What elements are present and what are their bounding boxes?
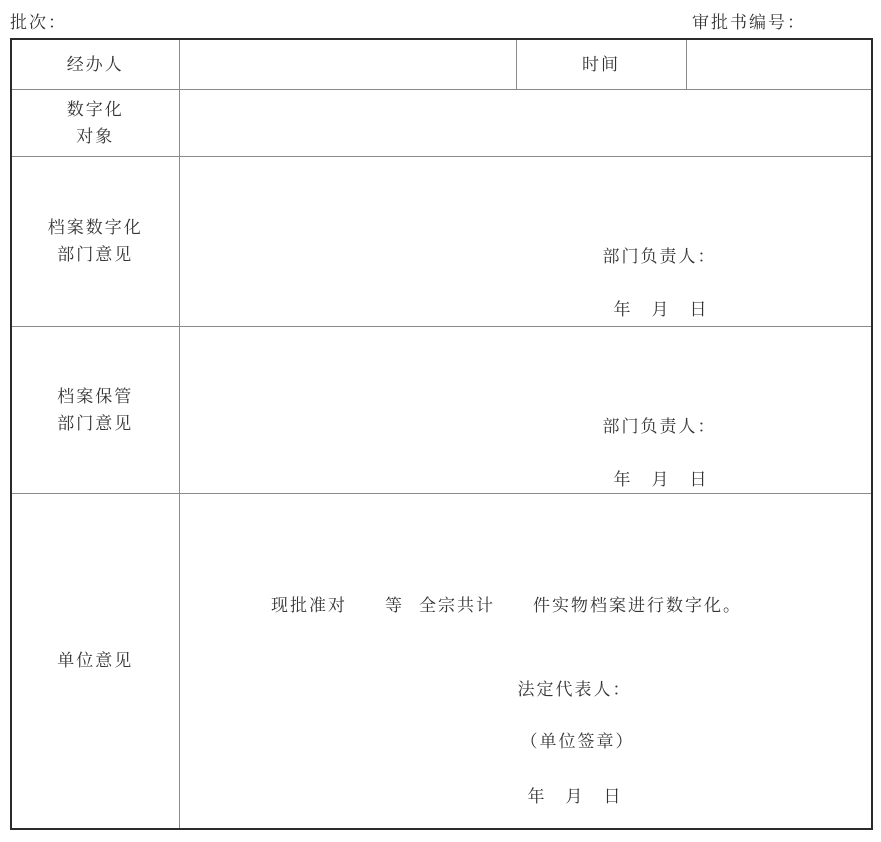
approval-number-label: 审批书编号： bbox=[692, 13, 806, 32]
digitization-object-label-line2: 对象 bbox=[76, 126, 115, 146]
digitization-dept-label-line2: 部门意见 bbox=[57, 245, 134, 264]
row-digitization-dept-opinion bbox=[11, 156, 872, 326]
unit-opinion-label: 单位意见 bbox=[57, 651, 134, 671]
digitization-object-label-cell bbox=[11, 89, 179, 156]
row-custody-dept-opinion bbox=[11, 326, 872, 493]
unit-opinion-cell bbox=[179, 493, 872, 829]
unit-seal-label: （单位签章） bbox=[520, 731, 635, 751]
approval-sentence-part2: 等 bbox=[385, 595, 404, 615]
digitization-dept-label-cell bbox=[11, 156, 179, 326]
legal-representative-label: 法定代表人： bbox=[517, 679, 632, 699]
digitization-object-label-line1: 数字化 bbox=[66, 99, 124, 119]
custody-dept-label-cell bbox=[11, 326, 179, 493]
approval-sentence-part3: 全宗共计 bbox=[419, 595, 495, 615]
handler-label-cell bbox=[11, 39, 179, 89]
unit-opinion-label-cell bbox=[11, 493, 179, 829]
row-handler-time bbox=[11, 39, 872, 89]
custody-dept-label-line2: 部门意见 bbox=[57, 413, 134, 433]
digitization-dept-opinion-cell bbox=[179, 156, 872, 326]
approval-form-table bbox=[10, 38, 873, 830]
digitization-dept-signer-label: 部门负责人： bbox=[602, 246, 717, 266]
time-label-cell bbox=[516, 39, 686, 89]
row-digitization-object bbox=[11, 89, 872, 156]
approval-sentence bbox=[209, 571, 743, 636]
digitization-dept-date-label: 年 月 日 bbox=[613, 299, 709, 319]
custody-dept-label-line1: 档案保管 bbox=[57, 386, 134, 406]
digitization-dept-label-line1: 档案数字化 bbox=[47, 218, 143, 237]
custody-dept-date-label: 年 月 日 bbox=[613, 469, 709, 489]
row-unit-opinion bbox=[11, 493, 872, 829]
custody-dept-opinion-cell bbox=[179, 326, 872, 493]
time-label: 时间 bbox=[582, 54, 620, 74]
approval-sentence-part1: 现批准对 bbox=[271, 595, 347, 615]
digitization-object-value-cell bbox=[179, 89, 872, 156]
approval-sentence-part4: 件实物档案进行数字化。 bbox=[533, 595, 742, 615]
batch-label: 批次： bbox=[10, 13, 67, 32]
handler-label: 经办人 bbox=[66, 54, 124, 74]
handler-value-cell bbox=[179, 39, 516, 89]
time-value-cell bbox=[686, 39, 872, 89]
custody-dept-signer-label: 部门负责人： bbox=[602, 416, 717, 436]
unit-date-label: 年 月 日 bbox=[527, 786, 623, 806]
